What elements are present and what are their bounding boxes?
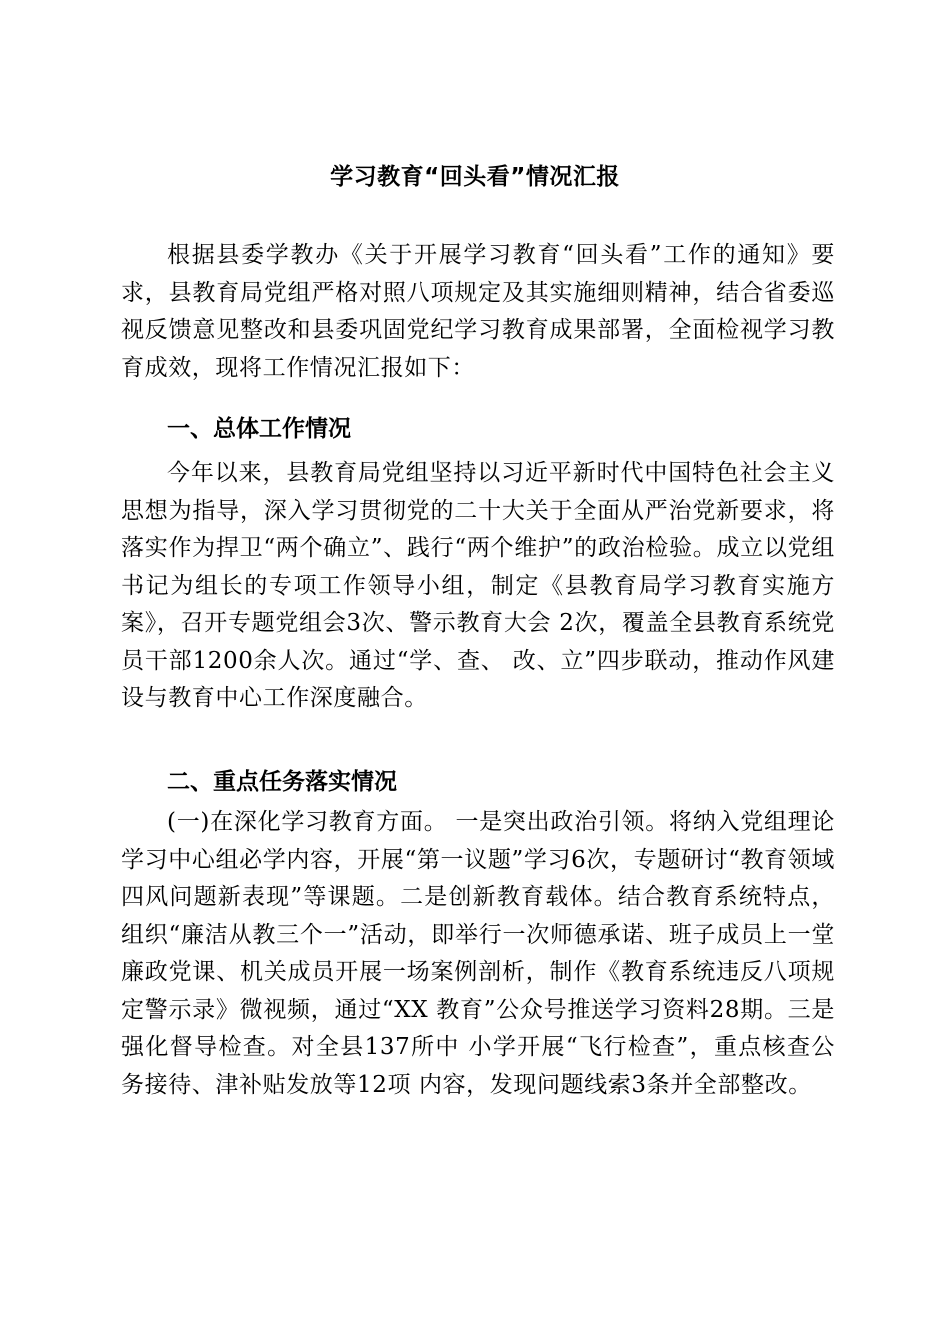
document-title: 学习教育“回头看”情况汇报 xyxy=(330,164,620,190)
section-heading-key-tasks: 二、重点任务落实情况 xyxy=(167,769,397,795)
section-paragraph-key-tasks: (一)在深化学习教育方面。 一是突出政治引领。将纳入党组理论学习中心组必学内容，开展“第一议题”学习6次，专题研讨“教育领域四风问题新表现”等课题。二是创新教育载体。结合教育系统特点，组织“廉洁从教三个一”活动，即举行一次师德承诺、班子成员上一堂廉政党课、机关成员开展一场案例剖析，制作《教育系统违反八项规定警示录》微视频，通过“XX 教育”公众号推送学习资料28期。三是强化督导检查。对全县137所中 小学开展“飞行检查”，重点核查公务接待、津补贴发放等12项 内容，发现问题线索3条并全部整改。 xyxy=(121,809,835,1098)
intro-paragraph: 根据县委学教办《关于开展学习教育“回头看”工作的通知》要求，县教育局党组严格对照八项规定及其实施细则精神，结合省委巡视反馈意见整改和县委巩固党纪学习教育成果部署，全面检视学习教育成效，现将工作情况汇报如下： xyxy=(121,242,835,381)
section-paragraph-overall: 今年以来，县教育局党组坚持以习近平新时代中国特色社会主义思想为指导，深入学习贯彻党的二十大关于全面从严治党新要求，将落实作为捍卫“两个确立”、践行“两个维护”的政治检验。成立以党组书记为组长的专项工作领导小组，制定《县教育局学习教育实施方案》，召开专题党组会3次、警示教育大会 2次，覆盖全县教育系统党员干部1200余人次。通过“学、查、 改、立”四步联动，推动作风建设与教育中心工作深度融合。 xyxy=(121,460,835,711)
section-heading-overall: 一、总体工作情况 xyxy=(167,416,351,442)
